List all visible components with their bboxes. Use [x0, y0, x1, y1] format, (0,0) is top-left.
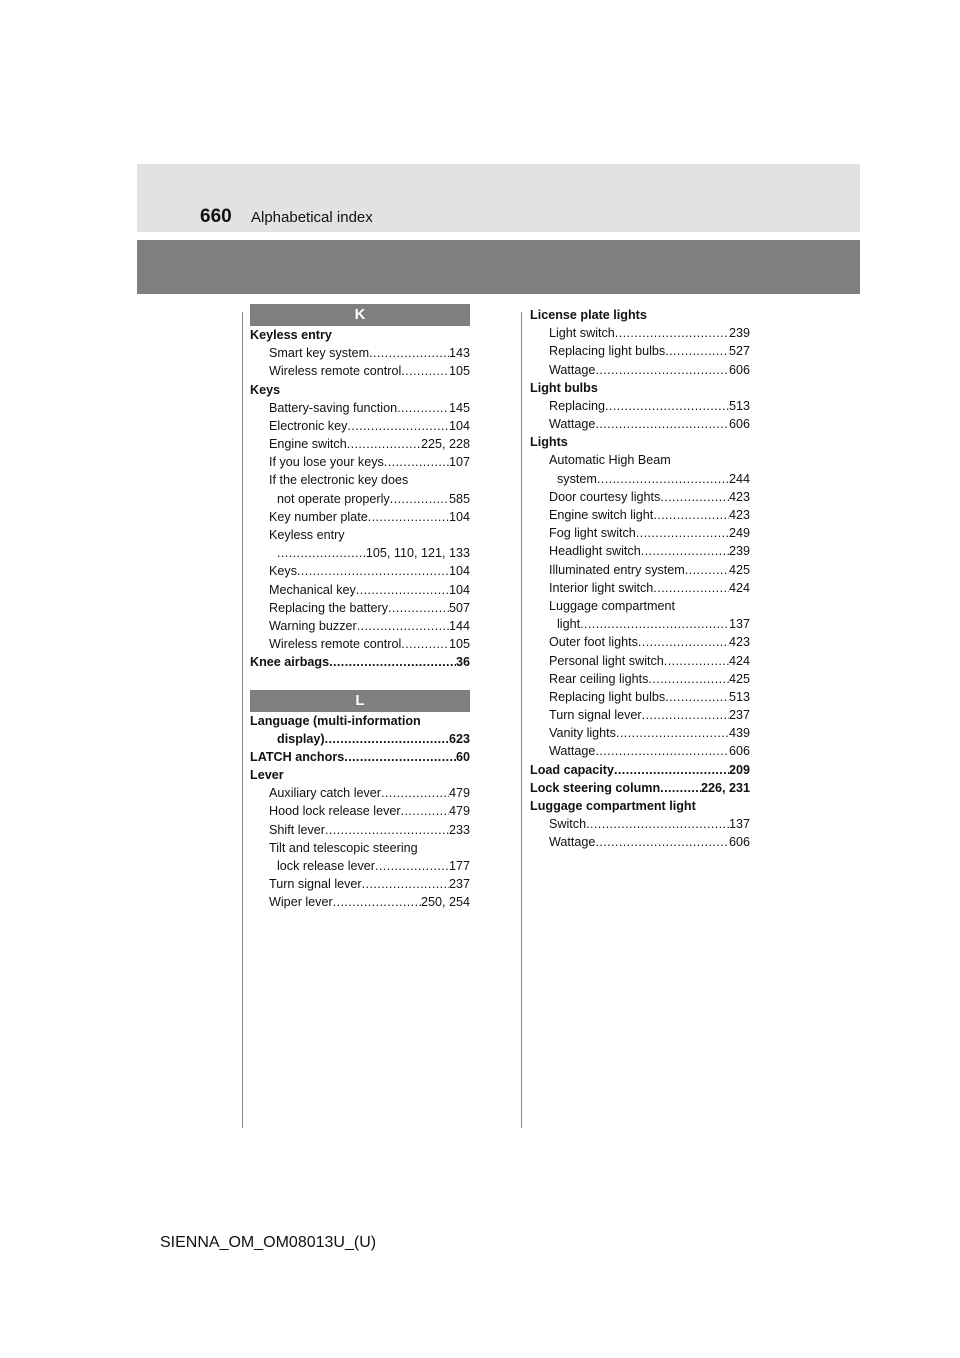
index-entry-term: display) [277, 731, 325, 746]
index-entry [250, 544, 470, 562]
dot-leader [685, 561, 729, 579]
dot-leader [595, 415, 729, 433]
index-entry [250, 490, 470, 508]
index-entry-term: Knee airbags [250, 655, 330, 670]
index-entry-term: Electronic key [269, 418, 348, 433]
index-entry-term: system [557, 471, 597, 486]
index-entry [250, 526, 470, 544]
index-entry-pages[interactable]: 507 [448, 600, 470, 615]
index-entry-pages[interactable]: 439 [728, 726, 750, 741]
dot-leader [605, 397, 729, 415]
index-entry-term: Lock steering column [530, 780, 661, 795]
dot-leader [401, 635, 449, 653]
index-entry-term: Key number plate [269, 509, 368, 524]
dot-leader [384, 453, 449, 471]
index-entry-term: Engine switch [269, 437, 347, 452]
index-entry [530, 452, 750, 470]
index-entry-term: License plate lights [530, 307, 647, 322]
index-entry [250, 857, 470, 875]
index-entry-pages[interactable]: 250, 254 [420, 895, 470, 910]
section-letter-header: K [250, 304, 470, 326]
index-column-right [530, 306, 750, 852]
index-entry-pages[interactable]: 479 [448, 804, 470, 819]
dot-leader [614, 761, 729, 779]
index-entry-pages[interactable]: 226, 231 [700, 780, 750, 795]
dot-leader [388, 599, 449, 617]
index-entry [250, 362, 470, 380]
dot-leader [616, 724, 729, 742]
index-entry-term: Keyless entry [269, 528, 345, 543]
index-entry [250, 599, 470, 617]
index-entry-term: Wattage [549, 835, 596, 850]
dot-leader [401, 362, 449, 380]
index-entry [530, 688, 750, 706]
index-entry [530, 779, 750, 797]
index-entry [250, 653, 470, 671]
index-entry [530, 797, 750, 815]
dot-leader [653, 506, 729, 524]
dot-leader [597, 470, 729, 488]
index-entry-term: Hood lock release lever [269, 804, 401, 819]
index-entry [250, 417, 470, 435]
index-entry [250, 381, 470, 399]
dot-leader [368, 508, 449, 526]
index-entry-term: Vanity lights [549, 726, 616, 741]
index-entry [530, 706, 750, 724]
index-entry-pages[interactable]: 137 [728, 817, 750, 832]
index-entry-pages[interactable]: 209 [728, 762, 750, 777]
index-entry [250, 617, 470, 635]
index-entry-pages[interactable]: 623 [448, 731, 470, 746]
index-entry-pages[interactable]: 425 [728, 562, 750, 577]
index-entry-pages[interactable]: 249 [728, 526, 750, 541]
dot-leader [595, 833, 729, 851]
dot-leader [344, 748, 456, 766]
index-entry [250, 508, 470, 526]
index-entry [530, 306, 750, 324]
index-entry-term: Wattage [549, 744, 596, 759]
index-entry [530, 433, 750, 451]
index-entry [530, 542, 750, 560]
index-entry-pages[interactable]: 424 [728, 580, 750, 595]
index-entry [250, 748, 470, 766]
index-entry [250, 635, 470, 653]
index-entry-pages[interactable]: 606 [728, 744, 750, 759]
dot-leader [297, 562, 449, 580]
index-entry [530, 506, 750, 524]
index-entry-term: Load capacity [530, 762, 614, 777]
dot-leader [638, 633, 729, 651]
index-entry-pages[interactable]: 425 [728, 671, 750, 686]
index-entry [250, 399, 470, 417]
index-entry-term: Keys [269, 564, 297, 579]
index-entry-pages[interactable]: 225, 228 [420, 437, 470, 452]
index-entry-term: Wiper lever [269, 895, 333, 910]
index-entry-pages[interactable]: 104 [448, 582, 470, 597]
index-entry-term: Replacing the battery [269, 600, 389, 615]
index-entry-term: Switch [549, 817, 587, 832]
index-entry-pages[interactable]: 36 [455, 655, 470, 670]
index-entry [530, 670, 750, 688]
index-entry-term: not operate properly [277, 491, 390, 506]
index-entry-pages[interactable]: 513 [728, 689, 750, 704]
index-entry [250, 803, 470, 821]
index-entry-term: Tilt and telescopic steering [269, 840, 418, 855]
index-entry [530, 597, 750, 615]
index-entry [530, 743, 750, 761]
dot-leader [333, 893, 421, 911]
index-entry [250, 766, 470, 784]
index-entry-term: Door courtesy lights [549, 489, 661, 504]
index-entry-pages[interactable]: 145 [448, 400, 470, 415]
dot-leader [356, 581, 449, 599]
index-entry-pages[interactable]: 424 [728, 653, 750, 668]
index-entry-term: Personal light switch [549, 653, 664, 668]
dot-leader [277, 544, 366, 562]
index-entry-term: Automatic High Beam [549, 453, 671, 468]
index-entry-pages[interactable]: 233 [448, 822, 470, 837]
dot-leader [653, 579, 729, 597]
dot-leader [595, 743, 729, 761]
index-entry [250, 581, 470, 599]
index-entry-pages[interactable]: 527 [728, 344, 750, 359]
index-entry-term: Wireless remote control [269, 364, 402, 379]
index-entry-term: Wattage [549, 417, 596, 432]
index-entry-term: If you lose your keys [269, 455, 384, 470]
index-entry-pages[interactable]: 104 [448, 509, 470, 524]
index-entry-pages[interactable]: 137 [728, 617, 750, 632]
index-entry-pages[interactable]: 606 [728, 417, 750, 432]
index-entry-term: Language (multi-information [250, 713, 421, 728]
index-entry-term: light [557, 617, 581, 632]
index-entry [250, 712, 470, 730]
index-entry-pages[interactable]: 107 [448, 455, 470, 470]
column-rule-middle [521, 312, 522, 1128]
index-entry [530, 488, 750, 506]
dot-leader [362, 875, 449, 893]
index-entry-term: Keyless entry [250, 327, 332, 342]
dot-leader [586, 815, 729, 833]
index-entry [250, 453, 470, 471]
dot-leader [325, 821, 449, 839]
index-entry-term: Luggage compartment light [530, 799, 696, 814]
index-entry [250, 821, 470, 839]
dot-leader [347, 417, 449, 435]
section-banner [137, 240, 860, 294]
document-code: SIENNA_OM_OM08013U_(U) [160, 1234, 377, 1251]
index-entry-term: Shift lever [269, 822, 325, 837]
dot-leader [580, 615, 729, 633]
index-entry [530, 761, 750, 779]
index-entry [530, 833, 750, 851]
dot-leader [347, 435, 421, 453]
index-entry-term: If the electronic key does [269, 473, 409, 488]
index-entry [250, 875, 470, 893]
dot-leader [375, 857, 449, 875]
header-band [137, 164, 860, 232]
page-title: Alphabetical index [251, 209, 373, 226]
section-letter-header: L [250, 690, 470, 712]
dot-leader [665, 342, 729, 360]
dot-leader [615, 324, 729, 342]
index-entry-term: Battery-saving function [269, 400, 398, 415]
index-entry-term: Turn signal lever [549, 708, 642, 723]
index-entry [250, 893, 470, 911]
index-entry [250, 435, 470, 453]
index-entry-pages[interactable]: 423 [728, 508, 750, 523]
index-entry [530, 524, 750, 542]
index-entry [530, 652, 750, 670]
index-entry-pages[interactable]: 105 [448, 364, 470, 379]
dot-leader [390, 490, 449, 508]
dot-leader [641, 542, 729, 560]
index-entry-term: Rear ceiling lights [549, 671, 649, 686]
index-entry-term: Turn signal lever [269, 877, 362, 892]
index-entry-term: Wattage [549, 362, 596, 377]
index-entry [530, 324, 750, 342]
index-entry [250, 472, 470, 490]
index-entry [250, 839, 470, 857]
index-entry-pages[interactable]: 606 [728, 835, 750, 850]
dot-leader [357, 617, 449, 635]
index-entry-pages[interactable]: 144 [448, 618, 470, 633]
index-entry-pages[interactable]: 237 [448, 877, 470, 892]
index-entry-pages[interactable]: 60 [455, 749, 470, 764]
dot-leader [665, 688, 729, 706]
index-entry [530, 633, 750, 651]
dot-leader [397, 399, 449, 417]
index-entry-term: Warning buzzer [269, 618, 357, 633]
dot-leader [329, 653, 456, 671]
index-entry-term: Lever [250, 768, 284, 783]
index-entry-pages[interactable]: 177 [448, 859, 470, 874]
index-entry [530, 397, 750, 415]
index-entry-pages[interactable]: 585 [448, 491, 470, 506]
index-entry-term: Headlight switch [549, 544, 641, 559]
index-entry-pages[interactable]: 105 [448, 637, 470, 652]
index-entry-term: Engine switch light [549, 508, 654, 523]
section-spacer [250, 672, 470, 690]
index-entry [530, 724, 750, 742]
dot-leader [325, 730, 449, 748]
index-entry-term: Light switch [549, 326, 615, 341]
index-entry-term: Keys [250, 382, 281, 397]
index-entry-pages[interactable]: 237 [728, 708, 750, 723]
index-entry-pages[interactable]: 239 [728, 544, 750, 559]
index-entry [530, 361, 750, 379]
index-entry-pages[interactable]: 105, 110, 121, 133 [365, 546, 470, 561]
index-entry-pages[interactable]: 513 [728, 398, 750, 413]
dot-leader [648, 670, 729, 688]
index-entry-pages[interactable]: 104 [448, 564, 470, 579]
dot-leader [595, 361, 729, 379]
index-entry-term: Fog light switch [549, 526, 636, 541]
column-rule-left [242, 312, 243, 1128]
index-entry-term: Replacing [549, 398, 606, 413]
dot-leader [642, 706, 729, 724]
index-entry-pages[interactable]: 239 [728, 326, 750, 341]
index-entry [250, 784, 470, 802]
index-entry [530, 342, 750, 360]
index-entry-term: Mechanical key [269, 582, 356, 597]
index-entry-term: Outer foot lights [549, 635, 638, 650]
index-entry-term: Replacing light bulbs [549, 344, 666, 359]
index-entry-term: Replacing light bulbs [549, 689, 666, 704]
page-number: 660 [200, 206, 232, 227]
index-entry [530, 470, 750, 488]
index-entry [530, 579, 750, 597]
dot-leader [664, 652, 729, 670]
index-entry-term: Lights [530, 435, 568, 450]
index-entry [530, 615, 750, 633]
index-entry-pages[interactable]: 244 [728, 471, 750, 486]
index-column-left [250, 304, 470, 912]
index-entry [530, 379, 750, 397]
index-entry [250, 344, 470, 362]
index-entry-pages[interactable]: 423 [728, 489, 750, 504]
dot-leader [381, 784, 449, 802]
index-entry-pages[interactable]: 479 [448, 786, 470, 801]
dot-leader [401, 803, 449, 821]
index-entry-term: LATCH anchors [250, 749, 345, 764]
index-entry-pages[interactable]: 423 [728, 635, 750, 650]
index-entry-pages[interactable]: 606 [728, 362, 750, 377]
index-entry-term: Wireless remote control [269, 637, 402, 652]
index-entry-term: Illuminated entry system [549, 562, 685, 577]
index-entry-term: Auxiliary catch lever [269, 786, 381, 801]
index-entry [530, 415, 750, 433]
index-entry [250, 326, 470, 344]
index-entry-pages[interactable]: 143 [448, 346, 470, 361]
index-entry-pages[interactable]: 104 [448, 418, 470, 433]
index-entry-term: Smart key system [269, 346, 370, 361]
index-entry-term: lock release lever [277, 859, 375, 874]
index-entry-term: Light bulbs [530, 380, 598, 395]
dot-leader [636, 524, 729, 542]
index-entry-term: Interior light switch [549, 580, 654, 595]
dot-leader [660, 779, 701, 797]
index-entry [530, 561, 750, 579]
dot-leader [369, 344, 449, 362]
dot-leader [660, 488, 729, 506]
index-entry [530, 815, 750, 833]
index-entry [250, 562, 470, 580]
index-entry-term: Luggage compartment [549, 598, 676, 613]
index-entry [250, 730, 470, 748]
